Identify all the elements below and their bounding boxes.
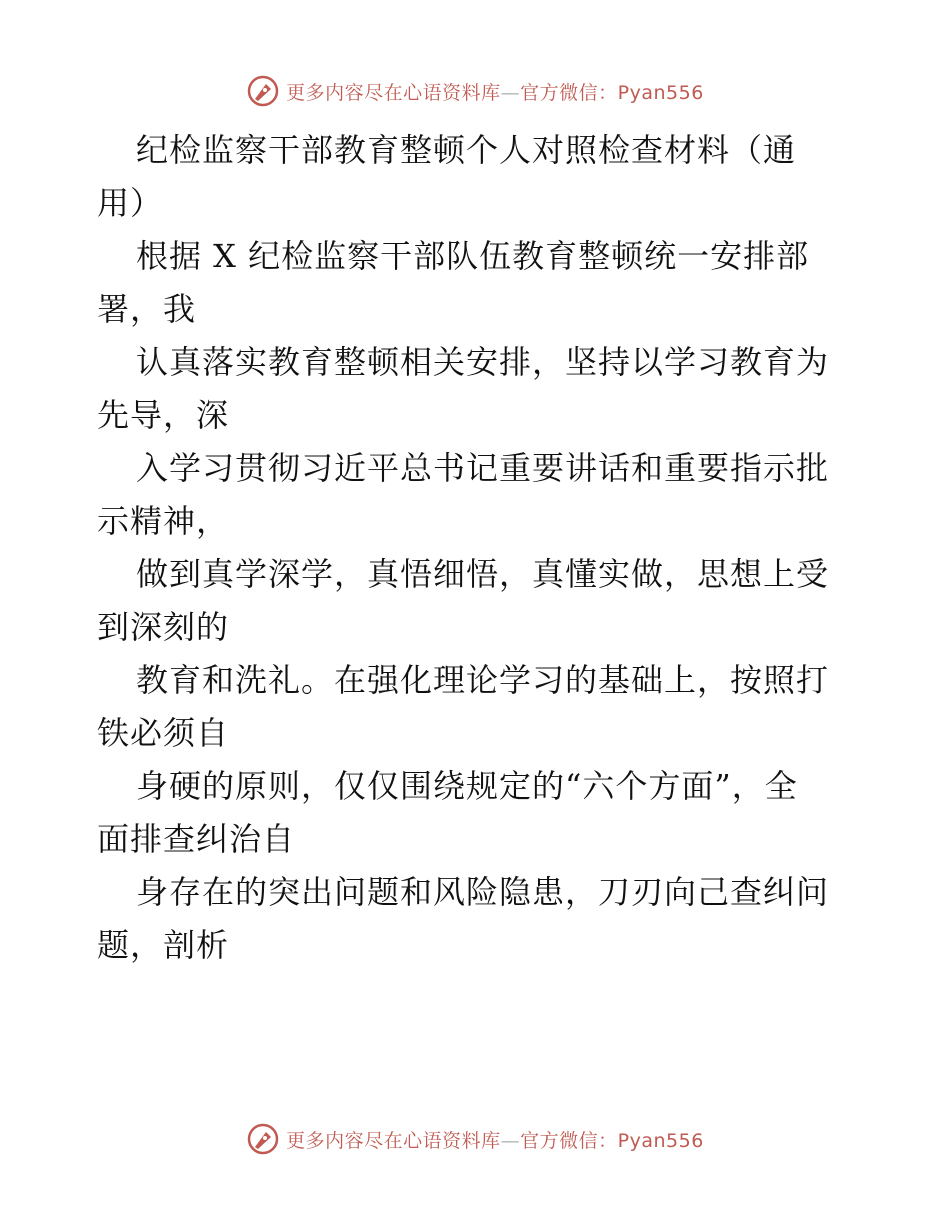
text-line: 面排查纠治自 xyxy=(97,820,296,858)
text-line: 身硬的原则，仅仅围绕规定的“六个方面”，全 xyxy=(136,767,798,805)
text-line: 用） xyxy=(97,184,164,222)
header-watermark xyxy=(0,71,950,111)
document-body xyxy=(97,124,857,972)
text-line: 身存在的突出问题和风险隐患，刀刃向己查纠问 xyxy=(136,873,830,911)
text-line: 做到真学深学，真悟细悟，真懂实做，思想上受 xyxy=(136,555,830,593)
pen-nib-logo-icon xyxy=(246,74,280,108)
text-line: 示精神， xyxy=(97,502,230,540)
pen-nib-logo-icon xyxy=(246,1122,280,1156)
text-line: 署，我 xyxy=(97,290,197,328)
text-line: 铁必须自 xyxy=(97,714,230,752)
text-line: 题，剖析 xyxy=(97,926,230,964)
text-line: 入学习贯彻习近平总书记重要讲话和重要指示批 xyxy=(136,449,830,487)
text-line: 认真落实教育整顿相关安排，坚持以学习教育为 xyxy=(136,343,830,381)
footer-watermark xyxy=(0,1119,950,1159)
text-line: 纪检监察干部教育整顿个人对照检查材料（通 xyxy=(136,131,797,169)
text-line: 先导，深 xyxy=(97,396,230,434)
watermark-text: 更多内容尽在心语资料库—官方微信：Pyan556 xyxy=(286,81,704,104)
text-line: 到深刻的 xyxy=(97,608,230,646)
text-line: 根据 X 纪检监察干部队伍教育整顿统一安排部 xyxy=(136,237,810,275)
watermark-text: 更多内容尽在心语资料库—官方微信：Pyan556 xyxy=(286,1129,704,1152)
text-line: 教育和洗礼。在强化理论学习的基础上，按照打 xyxy=(136,661,830,699)
